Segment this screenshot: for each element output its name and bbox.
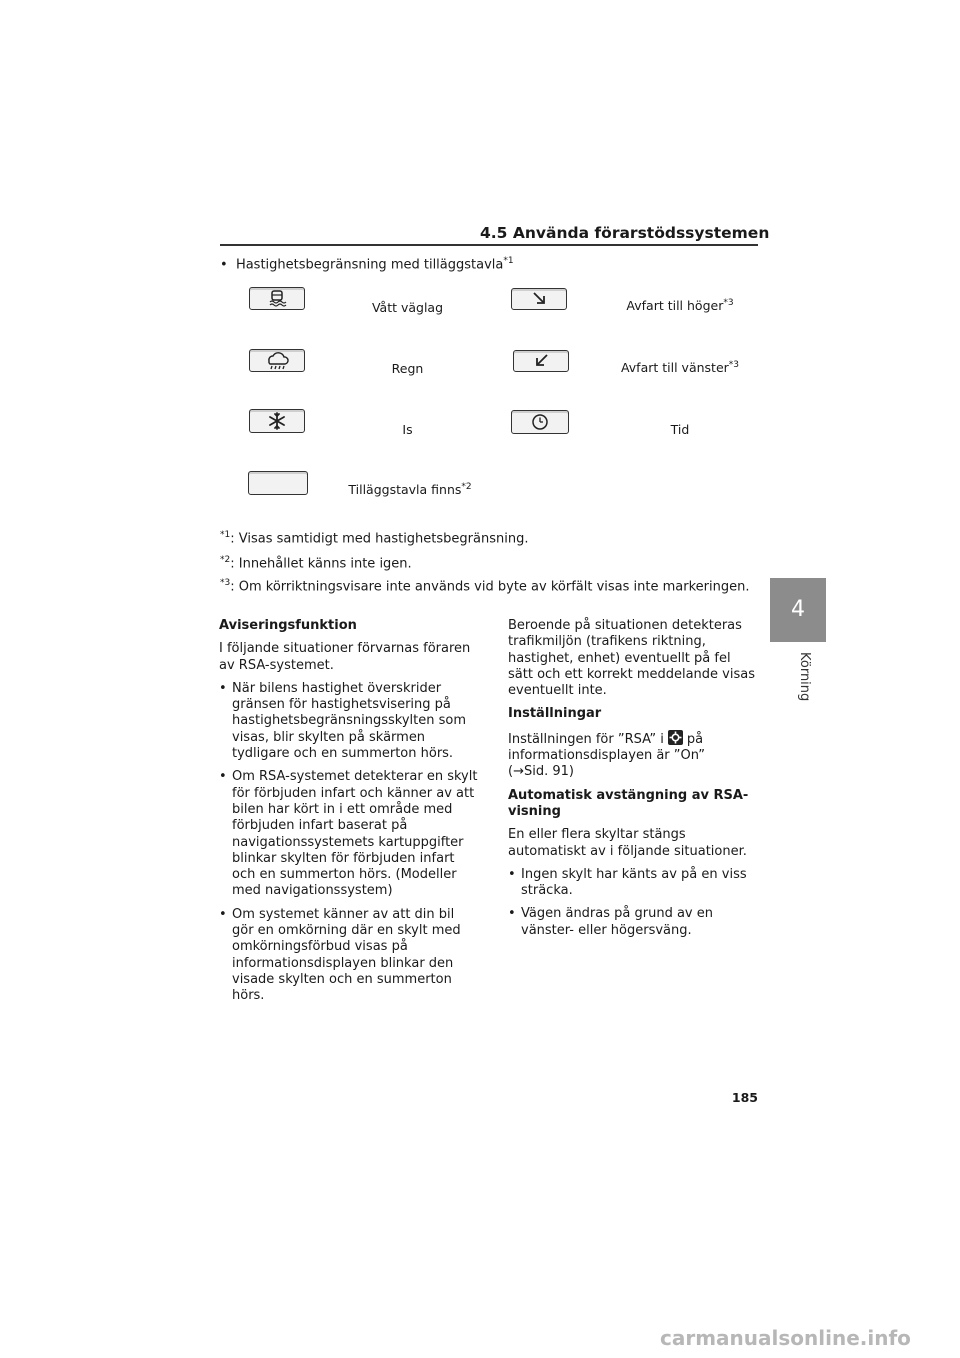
notification-intro: I följande situationer förvarnas föraren av RSA-systemet.: [219, 641, 471, 673]
watermark: carmanualsonline.info: [660, 1326, 911, 1350]
heading-settings: Inställningar: [508, 706, 602, 722]
list-item: • Vägen ändras på grund av en vänster- eller högersväng.: [508, 906, 758, 939]
left-column: [219, 618, 479, 1012]
heading-auto-off: Automatisk avstängning av RSA-visning: [508, 787, 749, 819]
section-title: 4.5 Använda förarstödssystemen: [480, 224, 770, 242]
right-column: [508, 618, 758, 946]
footnote-2: $^{*2}$: Innehållet känns inte igen.: [220, 555, 412, 572]
list-item: • Om RSA-systemet detekterar en skylt för förbjuden infart och känner av att bilen har kört in i ett område med förbjuden infart baserat på navigationssystemets kartuppgifter blinkar skylten för förbjuden infart och en summerton hörs. (Modeller med navigationssystem): [219, 769, 479, 899]
heading-notification: Aviseringsfunktion: [219, 618, 357, 633]
sign-label-wet-road: Vått väglag: [371, 300, 444, 316]
sign-label-plate-present: Tilläggstavla finns$^{*2}$: [348, 482, 472, 498]
list-item: • När bilens hastighet överskrider gränsen för hastighetsvisering på hastighetsbegränsningsskylten som visas, blir skylten på skärmen tydligare och en summerton hörs.: [219, 681, 479, 762]
settings-gear-icon: [668, 730, 683, 745]
rain-icon: [249, 349, 305, 372]
chapter-tab-number: 4: [770, 578, 826, 642]
header-divider: [220, 244, 758, 246]
exit-left-arrow-icon: [513, 350, 569, 372]
footnote-3: $^{*3}$: Om körriktningsvisare inte används vid byte av körfält visas inte markeringen.: [220, 578, 750, 595]
sign-label-time: Tid: [670, 422, 690, 438]
sign-label-exit-right: Avfart till höger$^{*3}$: [626, 298, 734, 314]
auto-off-intro: En eller flera skyltar stängs automatiskt av i följande situationer.: [508, 827, 747, 859]
notification-list: [219, 681, 479, 1005]
sign-label-rain: Regn: [391, 361, 424, 377]
list-item: • Om systemet känner av att din bil gör en omkörning där en skylt med omkörningsförbud visas på informationsdisplayen blinkar den visade skylten och en summerton hörs.: [219, 907, 479, 1005]
footnote-1: $^{*1}$: Visas samtidigt med hastighetsbegränsning.: [220, 530, 529, 547]
exit-right-arrow-icon: [511, 288, 567, 310]
wet-road-icon: [249, 287, 305, 310]
sign-label-ice: Is: [402, 422, 413, 438]
intro-bullet: • Hastighetsbegränsning med tilläggstavla$^{*1}$: [220, 256, 514, 273]
intro-bullet-sup: *1: [503, 256, 514, 266]
auto-off-list: [508, 867, 758, 939]
intro-bullet-text: Hastighetsbegränsning med tilläggstavla: [235, 257, 504, 273]
page-reference[interactable]: (→Sid. 91): [508, 764, 574, 780]
detection-paragraph: Beroende på situationen detekteras trafikmiljön (trafikens riktning, hastighet, enhet) eventuellt på fel sätt och ett korrekt meddelande visas eventuellt inte.: [508, 618, 755, 699]
settings-paragraph: Inställningen för ”RSA” i på informationsdisplayen är ”On” (→Sid. 91): [508, 731, 706, 780]
sign-label-exit-left: Avfart till vänster$^{*3}$: [620, 360, 740, 376]
list-item: • Ingen skylt har känts av på en viss sträcka.: [508, 867, 758, 900]
blank-plate-icon: [248, 471, 308, 495]
chapter-tab-label: Körning: [797, 652, 812, 702]
page-number: 185: [731, 1090, 758, 1105]
clock-icon: [511, 410, 569, 434]
snowflake-icon: [249, 409, 305, 433]
